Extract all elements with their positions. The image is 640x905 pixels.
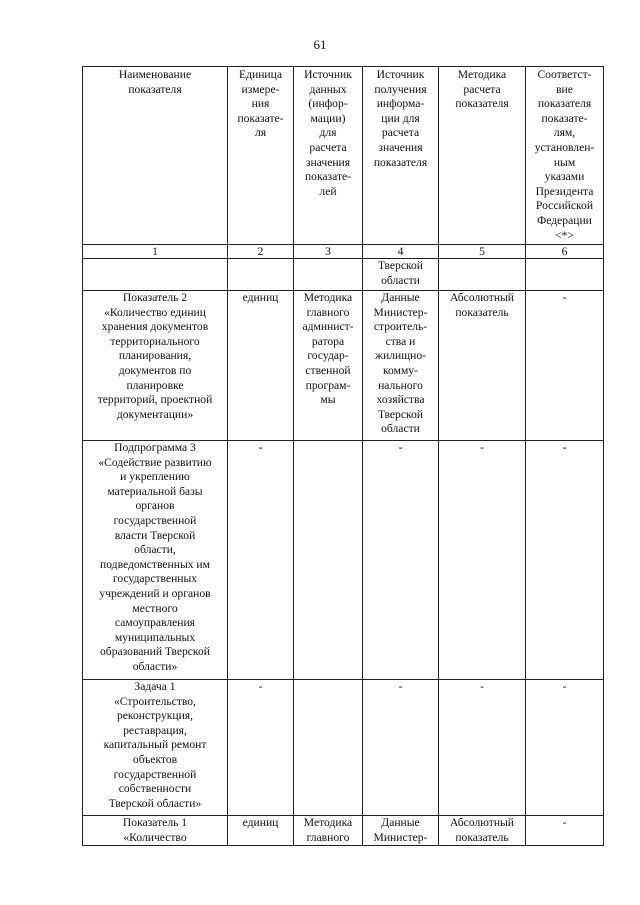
table-cell: - [526, 680, 604, 816]
table-cell: - [439, 680, 526, 816]
header-unit: Единица измере- ния показате- ля [228, 67, 294, 245]
table-cell: единиц [228, 816, 294, 846]
table-cell: - [363, 441, 439, 680]
table-cell [228, 259, 294, 291]
table-cell [439, 259, 526, 291]
header-data-source: Источник данных (инфор- мации) для расчета значения показате- лей [294, 67, 363, 245]
table-cell: - [363, 680, 439, 816]
table-cell: Данные Министер- строитель- ства и жилищно- комму- нального хозяйства Тверской области [363, 291, 439, 441]
table-cell: Методика главного админист- ратора государ- ственной програм- мы [294, 291, 363, 441]
table-cell: - [439, 441, 526, 680]
column-number: 6 [526, 245, 604, 259]
indicators-table [82, 66, 604, 846]
table-row [83, 441, 604, 680]
table-cell: Абсолютный показатель [439, 291, 526, 441]
table-cell: Показатель 1 «Количество [83, 816, 228, 846]
table-cell: - [526, 291, 604, 441]
column-number: 5 [439, 245, 526, 259]
table-cell: Подпрограмма 3 «Содействие развитию и укреплению материальной базы органов государственной власти Тверской области, подведомственных им государственных учреждений и органов местного самоуправления муниципальных образований Тверской области» [83, 441, 228, 680]
table-cell: - [228, 680, 294, 816]
header-president-decrees: Соответст- вие показателя показате- лям, установлен- ным указами Президента Российской Федерации <*> [526, 67, 604, 245]
table-cell: Данные Министер- [363, 816, 439, 846]
header-indicator-name: Наименование показателя [83, 67, 228, 245]
table-cell [294, 680, 363, 816]
column-number: 3 [294, 245, 363, 259]
table-row [83, 259, 604, 291]
column-number-row [83, 245, 604, 259]
table-row [83, 291, 604, 441]
table-cell: Задача 1 «Строительство, реконструкция, реставрация, капитальный ремонт объектов государственной собственности Тверской области» [83, 680, 228, 816]
header-receiving-source: Источник получения информа- ции для расчета значения показателя [363, 67, 439, 245]
table-cell: Тверской области [363, 259, 439, 291]
column-number: 2 [228, 245, 294, 259]
column-number: 1 [83, 245, 228, 259]
table-cell: Абсолютный показатель [439, 816, 526, 846]
table-cell: - [526, 441, 604, 680]
page-number: 61 [313, 37, 327, 52]
table-cell [294, 259, 363, 291]
header-method: Методика расчета показателя [439, 67, 526, 245]
table-cell [526, 259, 604, 291]
table-cell [83, 259, 228, 291]
table-cell: - [526, 816, 604, 846]
table-cell: единиц [228, 291, 294, 441]
table-cell: Показатель 2 «Количество единиц хранения документов территориального планирования, документов по планировке территорий, проектной документации» [83, 291, 228, 441]
column-number: 4 [363, 245, 439, 259]
table-cell: - [228, 441, 294, 680]
table-row [83, 816, 604, 846]
header-row [83, 67, 604, 245]
table-cell: Методика главного [294, 816, 363, 846]
table-cell [294, 441, 363, 680]
table-row [83, 680, 604, 816]
